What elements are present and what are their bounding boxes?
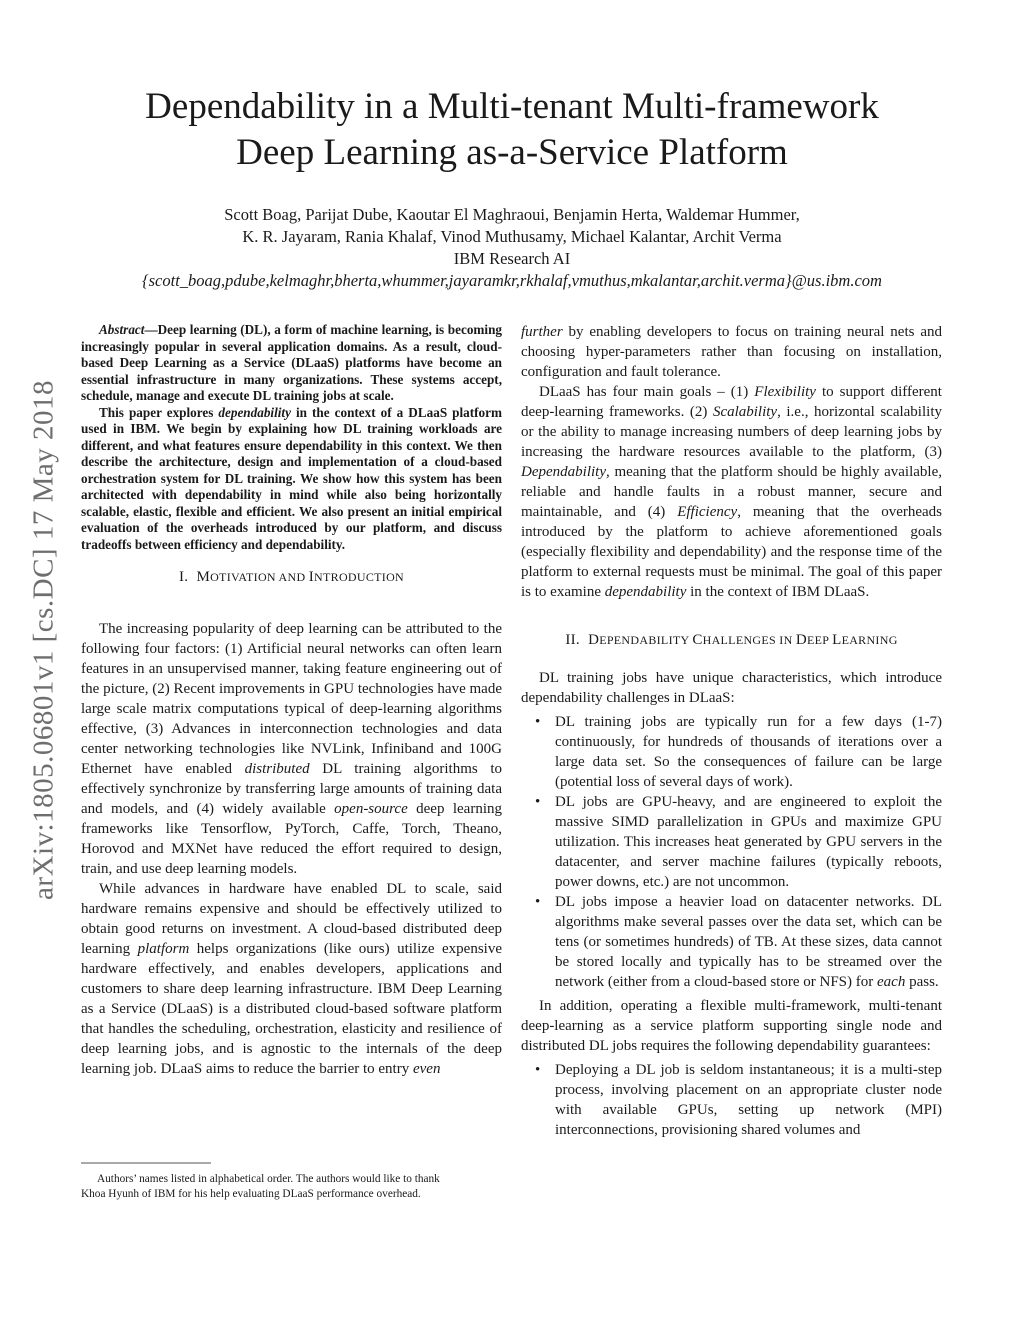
section-1-heading-cap-1: M [196, 569, 211, 585]
goals-text-b: to support different deep-learning frameworks. (2) [521, 384, 942, 420]
goals-emphasis-2: Scalability [712, 404, 778, 420]
author-emails: {scott_boag,pdube,kelmaghr,bherta,whummer,jayaramkr,rkhalaf,vmuthus,mkalantar,archit.verma}@us.ibm.com [142, 271, 882, 290]
s1p1-text-c: deep learning frameworks like Tensorflow, PyTorch, Caffe, Torch, Theano, Horovod and MXNet have reduced the effort required to design, train, and use deep learning models. [81, 801, 502, 877]
section-1-heading-rest-2: NTRODUCTION [314, 570, 405, 584]
challenge-list [521, 712, 942, 992]
section-2-body [521, 668, 942, 1140]
list-item [521, 712, 942, 792]
section-2-addition-paragraph: In addition, operating a flexible multi-framework, multi-tenant deep-learning as a service platform supporting single node and distributed DL jobs requires the following dependability guarantees: [521, 998, 942, 1054]
title-line-1: Dependability in a Multi-tenant Multi-framework [145, 86, 879, 127]
bullet-text-3b: pass. [905, 974, 939, 990]
footnote-rule [81, 1162, 501, 1164]
bullet-icon: • [535, 1062, 541, 1078]
goals-text-a: DLaaS has four main goals – (1) [539, 384, 755, 400]
bullet-text-1: DL training jobs are typically run for a few days (1-7) continuously, for hundreds of thousands of iterations over a large data set. So the consequences of failure can be large (potential loss of several days of work). [555, 714, 942, 790]
section-2-number: II. [565, 632, 580, 648]
bullet-text-2: DL jobs are GPU-heavy, and are engineered to exploit the massive SIMD parallelization in GPUs and maximize GPU utilization. This increases heat generated by GPU servers in the datacenter, and server machine failures (typically reboots, power downs, etc.) are not uncommon. [555, 794, 942, 890]
section-2-heading-rest-3: EEP [807, 633, 833, 647]
section-2-heading-rest-1: EPENDABILITY [599, 633, 693, 647]
goals-emphasis-5: dependability [604, 584, 687, 600]
right-column [521, 322, 942, 1144]
goals-emphasis-3: Dependability [521, 464, 606, 480]
abstract-emphasis: dependability [218, 404, 291, 420]
section-1-number: I. [178, 569, 189, 585]
s1p1-text-b: DL training algorithms to effectively synchronize by transferring large amounts of training data and models, and (4) widely available [81, 761, 503, 817]
s1p2-emphasis-1: platform [137, 941, 190, 957]
abstract-text-2a: This paper explores [99, 404, 219, 420]
footnote [81, 1172, 501, 1202]
bullet-icon: • [535, 714, 541, 730]
footnote-line-2: Khoa Hyunh of IBM for his help evaluating DLaaS performance overhead. [81, 1188, 421, 1200]
goals-paragraph [521, 382, 942, 602]
list-item [521, 792, 942, 892]
section-1-heading-rest-1: OTIVATION AND [210, 570, 309, 584]
goals-text-f: in the context of IBM DLaaS. [686, 584, 870, 600]
goals-text-e: , meaning that the overheads introduced by the platform to achieve aforementioned goals (especially flexibility and dependability) and the response time of the platform to external requests must be minimal. The goal of this paper is to examine [521, 504, 942, 600]
section-1-paragraph-2 [81, 879, 502, 1079]
section-2-heading-cap-2: C [692, 632, 703, 648]
s1p2-text-a: While advances in hardware have enabled DL to scale, said hardware remains expensive and should be effectively utilized to obtain good returns on investment. A cloud-based distributed deep learning [81, 881, 502, 957]
continued-emphasis: further [521, 324, 563, 340]
section-2-heading-cap-1: D [588, 632, 600, 648]
paper-title [0, 84, 1024, 176]
continued-paragraph [521, 322, 942, 382]
section-1-body [81, 619, 502, 1079]
author-line-1: Scott Boag, Parijat Dube, Kaoutar El Maghraoui, Benjamin Herta, Waldemar Hummer, [224, 205, 800, 224]
abstract-text-2b: in the context of a DLaaS platform used in IBM. We begin by explaining how DL training workloads are different, and what features ensure dependability in this context. We then describe the architecture, design and implementation of a cloud-based orchestration system for DL training. We show how this system has been architected with dependability in mind while also being horizontally scalable, elastic, flexible and efficient. We also present an initial empirical evaluation of the overheads introduced by our platform, and discuss tradeoffs between efficiency and dependability. [81, 404, 502, 552]
abstract-label: Abstract [99, 322, 145, 337]
s1p1-emphasis-2: open-source [334, 801, 408, 817]
goals-text-d: , meaning that the platform should be highly available, reliable and handle faults in a robust manner, secure and maintainable, and (4) [521, 464, 942, 520]
guarantee-list [521, 1060, 942, 1140]
s1p2-text-b: helps organizations (like ours) utilize expensive hardware effectively, and enables developers, applications and customers to share deep learning infrastructure. IBM Deep Learning as a Service (DLaaS) is a distributed cloud-based software platform that handles the scheduling, orchestration, elasticity and resilience of deep learning jobs, and is agnostic to the internals of the deep learning job. DLaaS aims to reduce the barrier to entry [81, 941, 502, 1077]
continued-text: by enabling developers to focus on training neural nets and choosing hyper-parameters rather than focusing on installation, configuration and fault tolerance. [521, 324, 942, 380]
abstract-paragraph-2 [81, 405, 502, 554]
affiliation: IBM Research AI [453, 249, 571, 268]
s1p2-emphasis-2: even [412, 1061, 441, 1077]
goals-emphasis-4: Efficiency [677, 504, 738, 520]
bullet-text-4: Deploying a DL job is seldom instantaneous; it is a multi-step process, involving placement on an appropriate cluster node with available GPUs, setting up network (MPI) interconnections, provisioning shared volumes and [555, 1062, 942, 1138]
s1p1-text-a: The increasing popularity of deep learning can be attributed to the following four factors: (1) Artificial neural networks can often learn features in an unsupervised manner, taking feature engineering out of the picture, (2) Recent improvements in GPU technologies have made large scale matrix computations typical of deep-learning algorithms effective, (3) Advances in interconnection technologies and data center networking technologies like NVLink, Infiniband and 100G Ethernet have enabled [81, 621, 502, 777]
title-line-2: Deep Learning as-a-Service Platform [236, 132, 788, 173]
goals-text-c: , i.e., horizontal scalability or the ability to manage increasing numbers of deep learning jobs by increasing the hardware resources available to the platform, (3) [521, 404, 942, 460]
section-1-heading [81, 567, 502, 587]
bullet-3-emphasis: each [877, 974, 906, 990]
arxiv-identifier: arXiv:1805.06801v1 [cs.DC] 17 May 2018 [27, 379, 60, 901]
list-item [521, 892, 942, 992]
section-2-heading-cap-3: D [795, 632, 807, 648]
right-column-intro [521, 322, 942, 602]
author-block [0, 204, 1024, 292]
bullet-text-3a: DL jobs impose a heavier load on datacenter networks. DL algorithms make several passes over the data set, which can be tens (or sometimes hundreds) of TB. At these sizes, data cannot be stored locally and typically has to be streamed over the network (either from a cloud-based store or NFS) for [555, 894, 942, 990]
section-2-heading [521, 630, 942, 650]
footnote-line-1: Authors’ names listed in alphabetical order. The authors would like to thank [97, 1173, 440, 1185]
section-2-heading-rest-4: EARNING [841, 633, 898, 647]
section-2-heading-cap-4: L [832, 632, 842, 648]
left-column [81, 322, 502, 1079]
section-2-heading-rest-2: HALLENGES IN [702, 633, 796, 647]
bullet-icon: • [535, 794, 541, 810]
abstract-text-1: —Deep learning (DL), a form of machine learning, is becoming increasingly popular in several application domains. As a result, cloud-based Deep Learning as a Service (DLaaS) platforms have become an essential infrastructure in many organizations. These systems accept, schedule, manage and execute DL training jobs at scale. [81, 322, 502, 403]
goals-emphasis-1: Flexibility [754, 384, 816, 400]
section-1-paragraph-1 [81, 619, 502, 879]
bullet-icon: • [535, 894, 541, 910]
section-1-heading-cap-2: I [308, 569, 315, 585]
abstract [81, 322, 502, 553]
section-2-intro: DL training jobs have unique characteristics, which introduce dependability challenges in DLaaS: [521, 670, 942, 706]
s1p1-emphasis-1: distributed [244, 761, 310, 777]
abstract-paragraph-1 [81, 322, 502, 405]
list-item [521, 1060, 942, 1140]
author-line-2: K. R. Jayaram, Rania Khalaf, Vinod Muthusamy, Michael Kalantar, Archit Verma [242, 227, 782, 246]
